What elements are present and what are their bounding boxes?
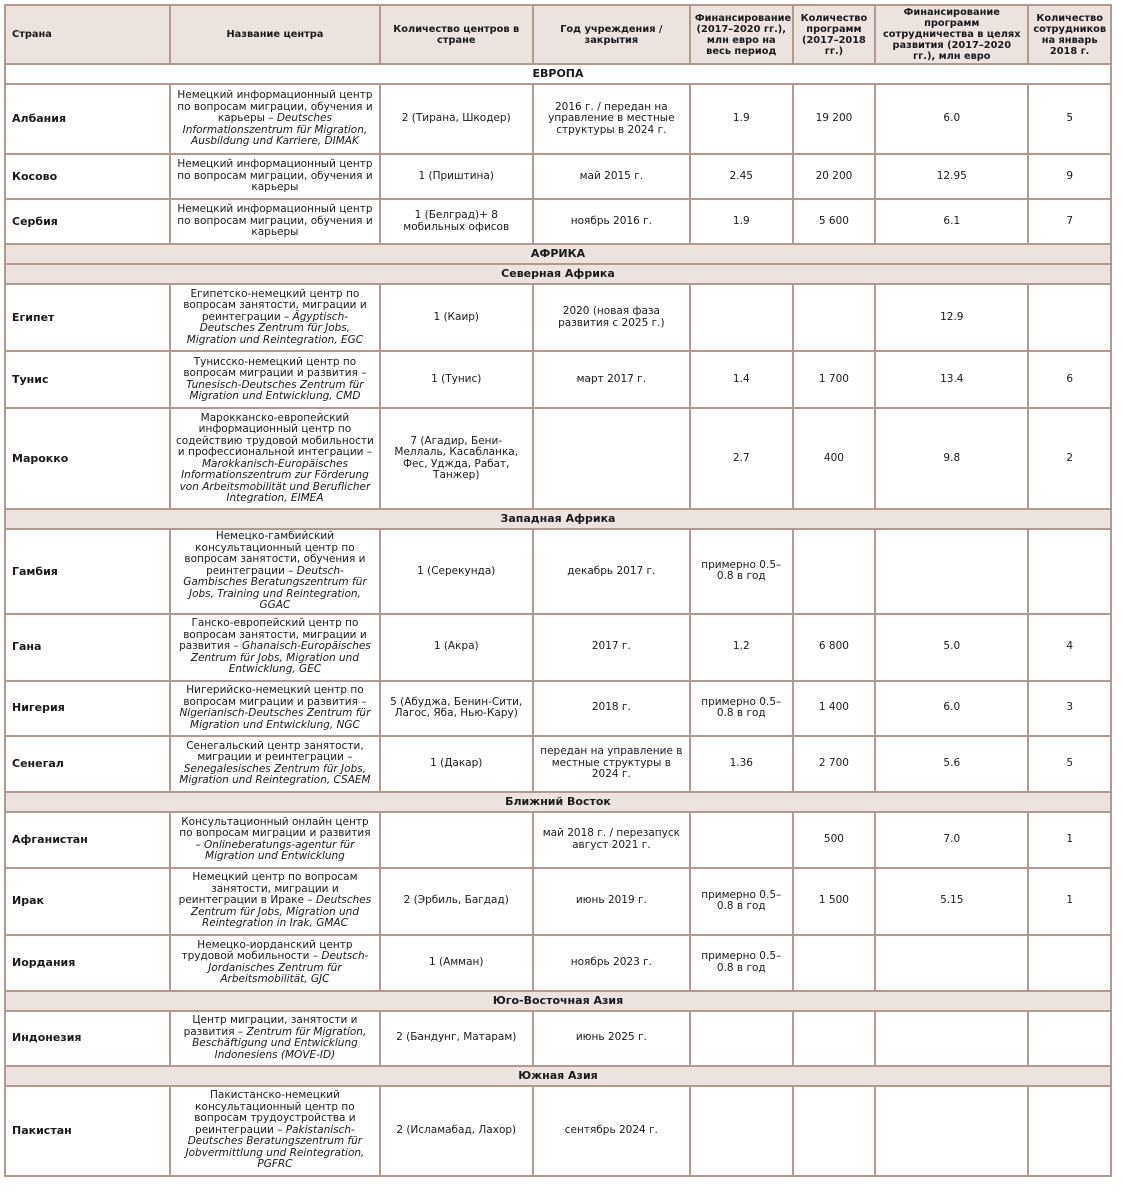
center-name-ru: Тунисско-немецкий центр по вопросам миграции и развития – xyxy=(183,355,367,379)
funding-cell: 1.4 xyxy=(690,351,793,408)
col-header-programs: Количество программ (2017–2018 гг.) xyxy=(793,5,876,64)
centers-count-cell: 1 (Акра) xyxy=(380,614,533,681)
programs-cell: 1 700 xyxy=(793,351,876,408)
year-cell: март 2017 г. xyxy=(533,351,690,408)
country-cell: Египет xyxy=(5,284,170,351)
funding-cell: 1.9 xyxy=(690,84,793,154)
center-name-ru: Немецкий информационный центр по вопросам миграции, обучения и карьеры xyxy=(177,158,373,194)
dev-funding-cell: 5.15 xyxy=(875,868,1028,935)
table-row xyxy=(5,408,1111,509)
center-name-de: Deutsch-Jordanisches Zentrum für Arbeitsmobilität, GJC xyxy=(208,950,369,985)
staff-cell: 6 xyxy=(1028,351,1111,408)
center-name-cell xyxy=(170,84,380,154)
country-cell: Ирак xyxy=(5,868,170,935)
col-header-year: Год учреждения /закрытия xyxy=(533,5,690,64)
year-cell: 2020 (новая фаза развития с 2025 г.) xyxy=(533,284,690,351)
country-cell: Гамбия xyxy=(5,529,170,614)
country-cell: Албания xyxy=(5,84,170,154)
staff-cell xyxy=(1028,935,1111,991)
table-row xyxy=(5,681,1111,736)
programs-cell xyxy=(793,529,876,614)
center-name-de: Marokkanisch-Europäisches Informationszentrum zur Förderung von Arbeitsmobilität und Beruflicher Integration, EIMEA xyxy=(179,457,371,504)
section-label: АФРИКА xyxy=(5,244,1111,264)
year-cell: июнь 2019 г. xyxy=(533,868,690,935)
centers-count-cell: 1 (Серекунда) xyxy=(380,529,533,614)
center-name-de: Nigerianisch-Deutsches Zentrum für Migration und Entwicklung, NGC xyxy=(179,707,371,731)
col-header-centers-count: Количество центров в стране xyxy=(380,5,533,64)
center-name-cell xyxy=(170,935,380,991)
staff-cell xyxy=(1028,284,1111,351)
section-row-south-asia xyxy=(5,1066,1111,1086)
center-name-cell xyxy=(170,199,380,244)
center-name-cell xyxy=(170,681,380,736)
center-name-ru: Ганско-европейский центр по вопросам занятости, миграции и развития – xyxy=(179,617,367,653)
center-name-ru: Египетско-немецкий центр по вопросам занятости, миграции и реинтеграции – xyxy=(183,287,367,323)
programs-cell: 20 200 xyxy=(793,154,876,199)
country-cell: Сенегал xyxy=(5,736,170,792)
section-label: ЕВРОПА xyxy=(5,64,1111,84)
centers-count-cell: 1 (Тунис) xyxy=(380,351,533,408)
center-name-ru: Нигерийско-немецкий центр по вопросам миграции и развития – xyxy=(183,684,367,708)
table-row xyxy=(5,614,1111,681)
section-row-africa xyxy=(5,244,1111,264)
staff-cell xyxy=(1028,1086,1111,1176)
center-name-cell xyxy=(170,408,380,509)
center-name-ru: Немецкий информационный центр по вопросам миграции, обучения и карьеры xyxy=(177,203,373,239)
center-name-de: Deutsches Zentrum für Jobs, Migration und Reintegration in Irak, GMAC xyxy=(190,894,372,930)
col-header-center-name: Название центра xyxy=(170,5,380,64)
centers-count-cell: 1 (Приштина) xyxy=(380,154,533,199)
country-cell: Нигерия xyxy=(5,681,170,736)
centers-count-cell: 2 (Тирана, Шкодер) xyxy=(380,84,533,154)
programs-cell xyxy=(793,935,876,991)
staff-cell: 4 xyxy=(1028,614,1111,681)
staff-cell: 9 xyxy=(1028,154,1111,199)
country-cell: Марокко xyxy=(5,408,170,509)
table-row xyxy=(5,812,1111,868)
center-name-cell xyxy=(170,529,380,614)
centers-count-cell: 1 (Белград)+ 8 мобильных офисов xyxy=(380,199,533,244)
centers-count-cell: 2 (Исламабад, Лахор) xyxy=(380,1086,533,1176)
center-name-ru: Марокканско-европейский информационный центр по содействию трудовой мобильности и профессиональной интеграции – xyxy=(176,411,374,458)
year-cell: сентябрь 2024 г. xyxy=(533,1086,690,1176)
programs-cell: 19 200 xyxy=(793,84,876,154)
section-label: Юго-Восточная Азия xyxy=(5,991,1111,1011)
center-name-cell xyxy=(170,614,380,681)
programs-cell: 400 xyxy=(793,408,876,509)
year-cell: 2017 г. xyxy=(533,614,690,681)
programs-cell xyxy=(793,284,876,351)
funding-cell: 2.45 xyxy=(690,154,793,199)
programs-cell: 1 500 xyxy=(793,868,876,935)
staff-cell: 1 xyxy=(1028,868,1111,935)
table-row xyxy=(5,284,1111,351)
funding-cell: примерно 0.5–0.8 в год xyxy=(690,868,793,935)
dev-funding-cell: 6.0 xyxy=(875,84,1028,154)
center-name-cell xyxy=(170,1011,380,1066)
centers-count-cell xyxy=(380,812,533,868)
country-cell: Гана xyxy=(5,614,170,681)
section-label: Северная Африка xyxy=(5,264,1111,284)
funding-cell xyxy=(690,284,793,351)
center-name-ru: Консультационный онлайн центр по вопросам миграции и развития – xyxy=(179,815,371,851)
dev-funding-cell: 12.9 xyxy=(875,284,1028,351)
center-name-ru: Немецко-иорданский центр трудовой мобильности – xyxy=(181,938,353,962)
center-name-cell xyxy=(170,351,380,408)
table-row xyxy=(5,351,1111,408)
country-cell: Индонезия xyxy=(5,1011,170,1066)
staff-cell: 1 xyxy=(1028,812,1111,868)
dev-funding-cell: 7.0 xyxy=(875,812,1028,868)
staff-cell xyxy=(1028,529,1111,614)
table-row xyxy=(5,868,1111,935)
col-header-funding: Финансирование (2017–2020 гг.), млн евро на весь период xyxy=(690,5,793,64)
header-row xyxy=(5,5,1111,64)
country-cell: Сербия xyxy=(5,199,170,244)
col-header-dev-funding: Финансирование программ сотрудничества в целях развития (2017–2020 гг.), млн евро xyxy=(875,5,1028,64)
migration-centers-table xyxy=(4,4,1112,1177)
table-row xyxy=(5,736,1111,792)
dev-funding-cell: 5.0 xyxy=(875,614,1028,681)
center-name-cell xyxy=(170,736,380,792)
table-row xyxy=(5,935,1111,991)
staff-cell: 5 xyxy=(1028,84,1111,154)
dev-funding-cell xyxy=(875,1011,1028,1066)
funding-cell: 2.7 xyxy=(690,408,793,509)
section-label: Ближний Восток xyxy=(5,792,1111,812)
center-name-cell xyxy=(170,812,380,868)
dev-funding-cell: 13.4 xyxy=(875,351,1028,408)
center-name-cell xyxy=(170,868,380,935)
year-cell: июнь 2025 г. xyxy=(533,1011,690,1066)
centers-count-cell: 2 (Эрбиль, Багдад) xyxy=(380,868,533,935)
staff-cell: 7 xyxy=(1028,199,1111,244)
country-cell: Пакистан xyxy=(5,1086,170,1176)
center-name-de: Tunesisch-Deutsches Zentrum für Migration und Entwicklung, CMD xyxy=(186,378,364,402)
table-row xyxy=(5,154,1111,199)
center-name-ru: Немецкий центр по вопросам занятости, миграции и реинтеграции в Ираке – xyxy=(178,871,358,907)
centers-count-cell: 1 (Дакар) xyxy=(380,736,533,792)
table-row xyxy=(5,199,1111,244)
dev-funding-cell: 6.0 xyxy=(875,681,1028,736)
col-header-country: Страна xyxy=(5,5,170,64)
section-label: Южная Азия xyxy=(5,1066,1111,1086)
year-cell: декабрь 2017 г. xyxy=(533,529,690,614)
center-name-de: Ghanaisch-Europäisches Zentrum für Jobs, Migration und Entwicklung, GEC xyxy=(190,640,371,676)
dev-funding-cell: 12.95 xyxy=(875,154,1028,199)
programs-cell: 500 xyxy=(793,812,876,868)
center-name-ru: Сенегальский центр занятости, миграции и реинтеграции – xyxy=(186,739,364,763)
center-name-de: Ägyptisch-Deutsches Zentrum für Jobs, Migration und Reintegration, EGC xyxy=(186,310,364,346)
programs-cell: 2 700 xyxy=(793,736,876,792)
center-name-de: Senegalesisches Zentrum für Jobs, Migration und Reintegration, CSAEM xyxy=(179,762,371,786)
funding-cell: примерно 0.5–0.8 в год xyxy=(690,935,793,991)
dev-funding-cell: 9.8 xyxy=(875,408,1028,509)
dev-funding-cell xyxy=(875,935,1028,991)
year-cell: май 2015 г. xyxy=(533,154,690,199)
funding-cell: примерно 0.5–0.8 в год xyxy=(690,529,793,614)
center-name-de: Deutsch-Gambisches Beratungszentrum für Jobs, Training und Reintegration, GGAC xyxy=(183,564,367,611)
country-cell: Тунис xyxy=(5,351,170,408)
section-row-north-africa xyxy=(5,264,1111,284)
funding-cell: 1.9 xyxy=(690,199,793,244)
center-name-de: Zentrum für Migration, Beschäftigung und Entwicklung Indonesiens (MOVE-ID) xyxy=(192,1025,367,1061)
funding-cell xyxy=(690,1011,793,1066)
funding-cell: примерно 0.5–0.8 в год xyxy=(690,681,793,736)
center-name-de: Deutsches Informationszentrum für Migration, Ausbildung und Karriere, DIMAK xyxy=(182,112,368,148)
staff-cell: 5 xyxy=(1028,736,1111,792)
year-cell: май 2018 г. / перезапуск август 2021 г. xyxy=(533,812,690,868)
programs-cell xyxy=(793,1086,876,1176)
section-row-middle-east xyxy=(5,792,1111,812)
funding-cell: 1.2 xyxy=(690,614,793,681)
migration-centers-table-container xyxy=(4,4,1112,1177)
dev-funding-cell: 5.6 xyxy=(875,736,1028,792)
centers-count-cell: 7 (Агадир, Бени-Меллаль, Касабланка, Фес, Уджда, Рабат, Танжер) xyxy=(380,408,533,509)
section-row-europe xyxy=(5,64,1111,84)
country-cell: Иордания xyxy=(5,935,170,991)
table-row xyxy=(5,1086,1111,1176)
dev-funding-cell xyxy=(875,529,1028,614)
center-name-ru: Пакистанско-немецкий консультационный центр по вопросам трудоустройства и реинтеграции – xyxy=(194,1089,356,1136)
center-name-de: Onlineberatungs-agentur für Migration und Entwicklung xyxy=(204,838,355,862)
year-cell: ноябрь 2023 г. xyxy=(533,935,690,991)
col-header-staff: Количество сотрудников на январь 2018 г. xyxy=(1028,5,1111,64)
centers-count-cell: 1 (Амман) xyxy=(380,935,533,991)
center-name-cell xyxy=(170,154,380,199)
dev-funding-cell xyxy=(875,1086,1028,1176)
center-name-ru: Центр миграции, занятости и развития – xyxy=(183,1014,358,1038)
programs-cell: 1 400 xyxy=(793,681,876,736)
programs-cell xyxy=(793,1011,876,1066)
center-name-ru: Немецкий информационный центр по вопросам миграции, обучения и карьеры – xyxy=(177,89,373,125)
section-label: Западная Африка xyxy=(5,509,1111,529)
centers-count-cell: 5 (Абуджа, Бенин-Сити, Лагос, Яба, Нью-Кару) xyxy=(380,681,533,736)
table-row xyxy=(5,84,1111,154)
country-cell: Косово xyxy=(5,154,170,199)
section-row-se-asia xyxy=(5,991,1111,1011)
year-cell: ноябрь 2016 г. xyxy=(533,199,690,244)
staff-cell: 2 xyxy=(1028,408,1111,509)
country-cell: Афганистан xyxy=(5,812,170,868)
year-cell xyxy=(533,408,690,509)
centers-count-cell: 2 (Бандунг, Матарам) xyxy=(380,1011,533,1066)
programs-cell: 6 800 xyxy=(793,614,876,681)
funding-cell xyxy=(690,1086,793,1176)
staff-cell: 3 xyxy=(1028,681,1111,736)
center-name-cell xyxy=(170,1086,380,1176)
funding-cell xyxy=(690,812,793,868)
center-name-ru: Немецко-гамбийский консультационный центр по вопросам занятости, обучения и реинтеграции – xyxy=(184,530,366,577)
staff-cell xyxy=(1028,1011,1111,1066)
centers-count-cell: 1 (Каир) xyxy=(380,284,533,351)
dev-funding-cell: 6.1 xyxy=(875,199,1028,244)
year-cell: 2018 г. xyxy=(533,681,690,736)
section-row-west-africa xyxy=(5,509,1111,529)
table-row xyxy=(5,1011,1111,1066)
year-cell: 2016 г. / передан на управление в местные структуры в 2024 г. xyxy=(533,84,690,154)
table-row xyxy=(5,529,1111,614)
funding-cell: 1.36 xyxy=(690,736,793,792)
year-cell: передан на управление в местные структуры в 2024 г. xyxy=(533,736,690,792)
center-name-cell xyxy=(170,284,380,351)
programs-cell: 5 600 xyxy=(793,199,876,244)
center-name-de: Pakistanisch-Deutsches Beratungszentrum für Jobvermittlung und Reintegration, PGFRC xyxy=(185,1123,365,1171)
